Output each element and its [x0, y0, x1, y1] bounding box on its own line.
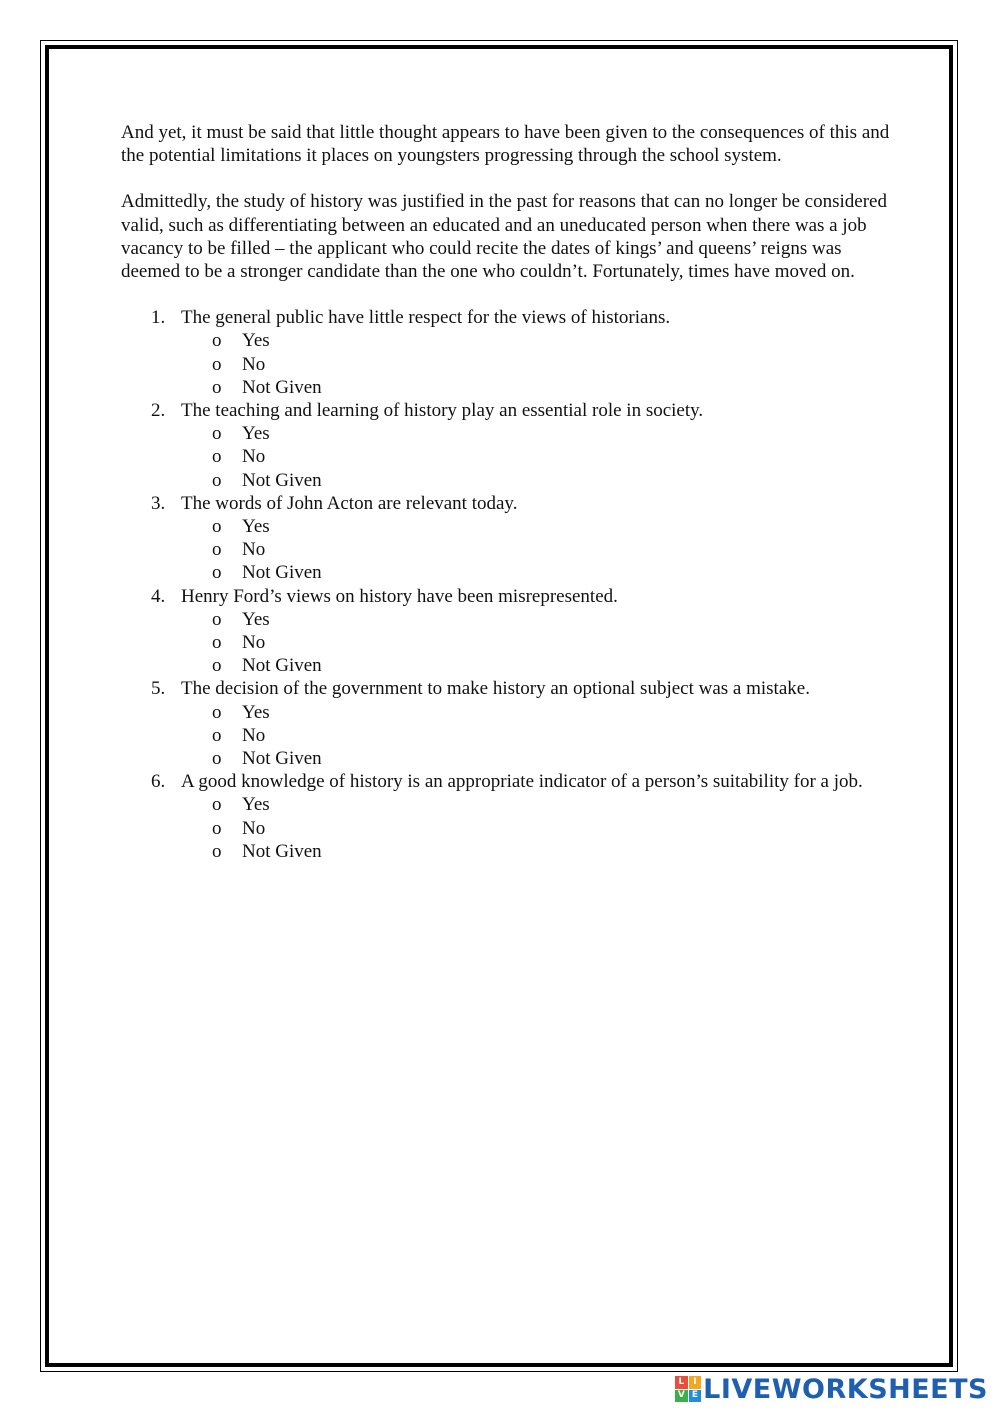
logo-letter-tile: L [675, 1376, 688, 1389]
answer-option-not-given[interactable] [121, 469, 891, 492]
answer-options [121, 793, 891, 863]
answer-option-not-given[interactable] [121, 747, 891, 770]
question-item [121, 585, 891, 678]
answer-option-no[interactable] [121, 445, 891, 468]
question-text: Henry Ford’s views on history have been misrepresented. [181, 585, 618, 607]
circle-bullet-icon: o [212, 423, 222, 445]
question-item [121, 399, 891, 492]
answer-option-label: No [242, 817, 266, 839]
logo-letter-tile: I [689, 1376, 702, 1389]
circle-bullet-icon: o [212, 539, 222, 561]
answer-option-label: No [242, 724, 266, 746]
question-item [121, 770, 891, 863]
passage-paragraph-2: Admittedly, the study of history was justified in the past for reasons that can no longer be considered valid, such as differentiating between an educated and an uneducated person when there was a job vacancy to be filled – the applicant who could recite the dates of kings’ and queens’ reigns was deemed to be a stronger candidate than the one who couldn’t. Fortunately, times have moved on. [121, 191, 887, 283]
answer-option-not-given[interactable] [121, 376, 891, 399]
answer-option-not-given[interactable] [121, 654, 891, 677]
answer-option-label: No [242, 632, 266, 654]
answer-options [121, 608, 891, 678]
answer-option-yes[interactable] [121, 793, 891, 816]
question-row [121, 492, 891, 515]
answer-option-no[interactable] [121, 631, 891, 654]
circle-bullet-icon: o [212, 469, 222, 491]
question-item [121, 677, 891, 770]
answer-option-label: Yes [242, 516, 270, 538]
question-row [121, 306, 891, 329]
answer-option-label: Yes [242, 608, 270, 630]
answer-option-yes[interactable] [121, 608, 891, 631]
logo-letter-tile: V [675, 1390, 688, 1403]
answer-option-yes[interactable] [121, 701, 891, 724]
answer-options [121, 422, 891, 492]
question-item [121, 306, 891, 399]
answer-option-yes[interactable] [121, 515, 891, 538]
answer-option-label: No [242, 353, 266, 375]
question-number: 1. [151, 307, 166, 329]
circle-bullet-icon: o [212, 632, 222, 654]
question-text: The words of John Acton are relevant today. [181, 492, 518, 514]
question-list [121, 306, 891, 863]
question-row [121, 585, 891, 608]
answer-option-label: Yes [242, 330, 270, 352]
question-number: 6. [151, 771, 166, 793]
circle-bullet-icon: o [212, 446, 222, 468]
question-text: The general public have little respect for the views of historians. [181, 307, 671, 329]
question-row [121, 399, 891, 422]
answer-option-no[interactable] [121, 538, 891, 561]
circle-bullet-icon: o [212, 608, 222, 630]
answer-options [121, 329, 891, 399]
question-row [121, 677, 891, 700]
answer-option-label: Yes [242, 423, 270, 445]
answer-option-label: Yes [242, 701, 270, 723]
circle-bullet-icon: o [212, 330, 222, 352]
circle-bullet-icon: o [212, 817, 222, 839]
answer-option-label: No [242, 539, 266, 561]
circle-bullet-icon: o [212, 748, 222, 770]
question-text: A good knowledge of history is an appropriate indicator of a person’s suitability for a job. [181, 771, 863, 793]
question-number: 5. [151, 678, 166, 700]
question-number: 2. [151, 400, 166, 422]
question-row [121, 770, 891, 793]
answer-option-no[interactable] [121, 724, 891, 747]
brand-name: LIVEWORKSHEETS [703, 1373, 988, 1405]
liveworksheets-footer [675, 1374, 988, 1404]
answer-option-label: Not Given [242, 562, 322, 584]
answer-option-label: Not Given [242, 469, 322, 491]
worksheet-content [121, 121, 891, 863]
circle-bullet-icon: o [212, 376, 222, 398]
circle-bullet-icon: o [212, 701, 222, 723]
answer-option-label: Not Given [242, 840, 322, 862]
answer-option-label: No [242, 446, 266, 468]
answer-option-label: Not Given [242, 655, 322, 677]
answer-option-no[interactable] [121, 353, 891, 376]
logo-letter-tile: E [689, 1390, 702, 1403]
question-text: The teaching and learning of history play an essential role in society. [181, 400, 704, 422]
question-text: The decision of the government to make history an optional subject was a mistake. [181, 678, 810, 700]
question-item [121, 492, 891, 585]
answer-option-label: Yes [242, 794, 270, 816]
answer-option-not-given[interactable] [121, 840, 891, 863]
answer-option-label: Not Given [242, 748, 322, 770]
question-number: 4. [151, 585, 166, 607]
answer-option-yes[interactable] [121, 422, 891, 445]
answer-options [121, 515, 891, 585]
circle-bullet-icon: o [212, 516, 222, 538]
circle-bullet-icon: o [212, 840, 222, 862]
circle-bullet-icon: o [212, 562, 222, 584]
answer-option-yes[interactable] [121, 329, 891, 352]
circle-bullet-icon: o [212, 655, 222, 677]
answer-option-no[interactable] [121, 817, 891, 840]
circle-bullet-icon: o [212, 794, 222, 816]
circle-bullet-icon: o [212, 724, 222, 746]
passage-paragraph-1: And yet, it must be said that little thought appears to have been given to the consequences of this and the potential limitations it places on youngsters progressing through the school system. [121, 122, 890, 167]
liveworksheets-logo-icon [675, 1376, 701, 1402]
circle-bullet-icon: o [212, 353, 222, 375]
answer-option-not-given[interactable] [121, 561, 891, 584]
answer-options [121, 701, 891, 771]
answer-option-label: Not Given [242, 376, 322, 398]
question-number: 3. [151, 492, 166, 514]
